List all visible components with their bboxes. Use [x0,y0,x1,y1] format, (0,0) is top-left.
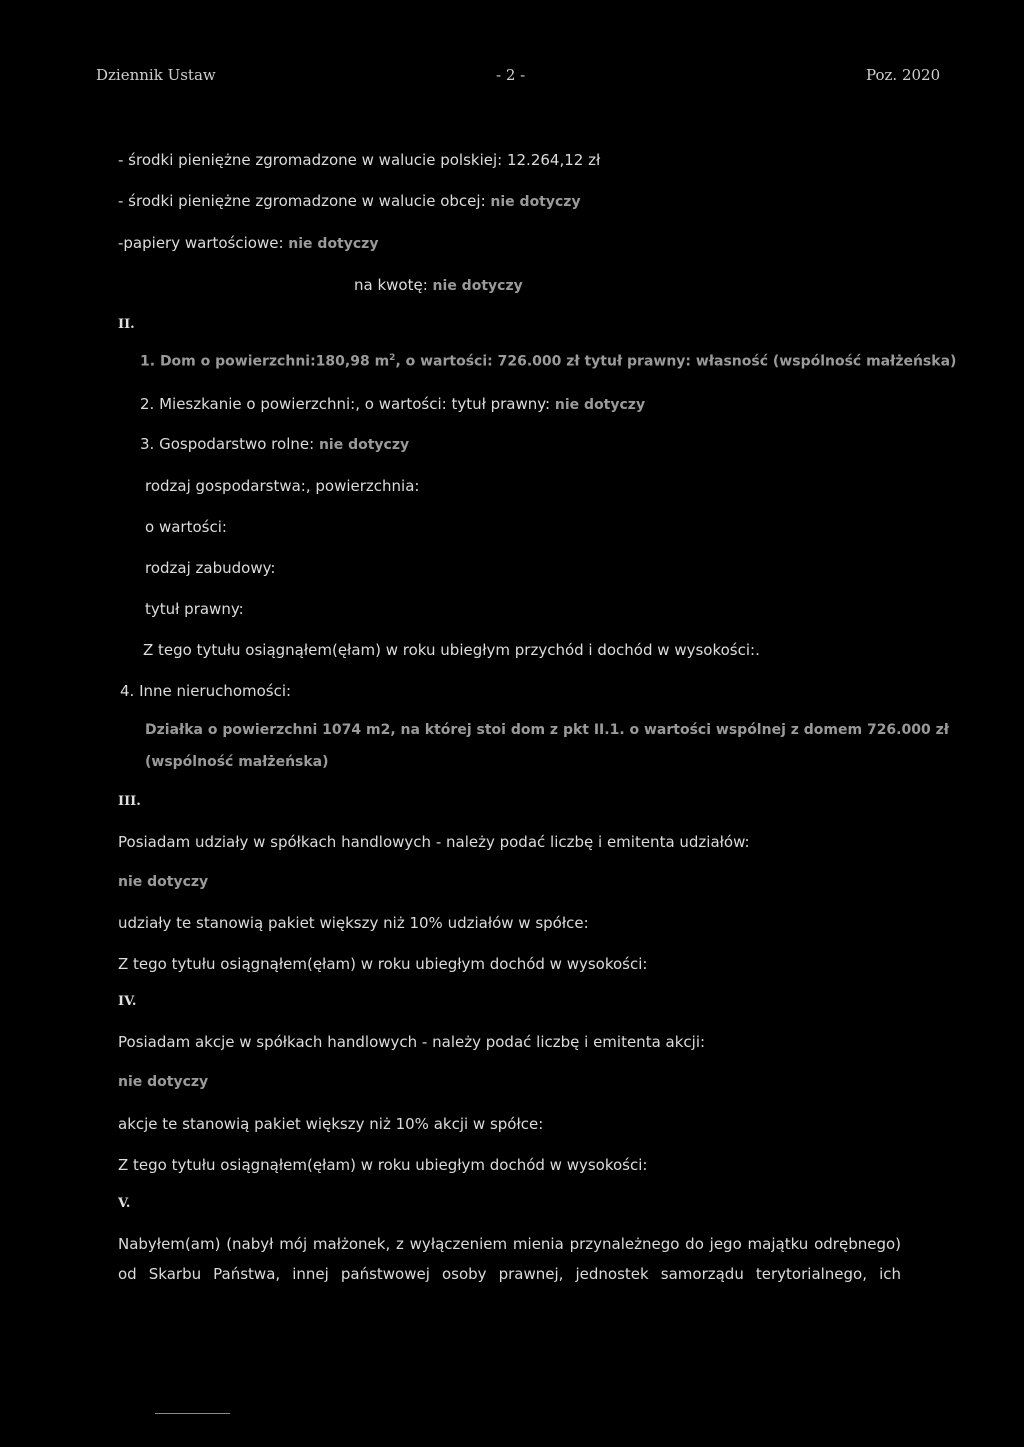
farm-worth-line: o wartości: [145,518,227,536]
farm-line [140,435,409,453]
section-v-heading: V. [118,1196,131,1211]
other-property-label: 4. Inne nieruchomości: [120,682,292,700]
shares-income-line: Z tego tytułu osiągnąłem(ęłam) w roku ubiegłym dochód w wysokości: [118,955,648,973]
stocks-value: nie dotyczy [118,1074,209,1090]
farm-income-line: Z tego tytułu osiągnąłem(ęłam) w roku ubiegłym przychód i dochód w wysokości:. [143,641,760,659]
shares-label: Posiadam udziały w spółkach handlowych - należy podać liczbę i emitenta udziałów: [118,833,750,851]
securities-label: -papiery wartościowe: [118,234,284,252]
header-page-number: - 2 - [496,66,526,84]
other-property-value-line1: Działka o powierzchni 1074 m2, na której stoi dom z pkt II.1. o wartości wspólnej z domem 726.000 zł [145,722,949,738]
section-iii-heading: III. [118,794,141,809]
farm-value: nie dotyczy [318,437,410,453]
apartment-line [140,395,645,413]
farm-type-line: rodzaj gospodarstwa:, powierzchnia: [145,477,420,495]
header-publication: Dziennik Ustaw [96,66,216,84]
shares-10pct-line: udziały te stanowią pakiet większy niż 10% udziałów w spółce: [118,914,589,932]
apartment-label: 2. Mieszkanie o powierzchni:, o wartości: tytuł prawny: [140,395,551,413]
amount-line [354,276,523,294]
house-number: 1. [140,353,156,370]
stocks-income-line: Z tego tytułu osiągnąłem(ęłam) w roku ubiegłym dochód w wysokości: [118,1156,648,1174]
house-area-sup: 2 [389,353,396,363]
house-description: Dom o powierzchni:180,98 m [159,353,390,370]
shares-value: nie dotyczy [118,874,209,890]
apartment-value: nie dotyczy [554,397,646,413]
farm-label: 3. Gospodarstwo rolne: [140,435,315,453]
farm-title-line: tytuł prawny: [145,600,244,618]
header-position: Poz. 2020 [866,66,941,84]
cash-foreign-line [118,192,581,210]
securities-value: nie dotyczy [288,236,379,252]
acquisition-line-2: od Skarbu Państwa, innej państwowej osoby prawnej, jednostek samorządu terytorialnego, ich [118,1265,901,1283]
house-line [140,353,956,370]
cash-foreign-value: nie dotyczy [490,194,581,210]
stocks-10pct-line: akcje te stanowią pakiet większy niż 10% akcji w spółce: [118,1115,544,1133]
acquisition-line-1: Nabyłem(am) (nabył mój małżonek, z wyłączeniem mienia przynależnego do jego majątku odrębnego) [118,1235,901,1253]
amount-label: na kwotę: [354,276,428,294]
other-property-value-line2: (wspólność małżeńska) [145,754,329,770]
footnote-separator [155,1413,230,1414]
securities-line [118,234,378,252]
section-ii-heading: II. [118,317,135,332]
amount-value: nie dotyczy [432,278,523,294]
farm-buildings-line: rodzaj zabudowy: [145,559,276,577]
cash-foreign-label: - środki pieniężne zgromadzone w walucie obcej: [118,192,486,210]
cash-pln-line: - środki pieniężne zgromadzone w walucie polskiej: 12.264,12 zł [118,151,601,169]
stocks-label: Posiadam akcje w spółkach handlowych - należy podać liczbę i emitenta akcji: [118,1033,706,1051]
house-value-title: , o wartości: 726.000 zł tytuł prawny: własność (wspólność małżeńska) [395,353,957,370]
section-iv-heading: IV. [118,994,137,1009]
